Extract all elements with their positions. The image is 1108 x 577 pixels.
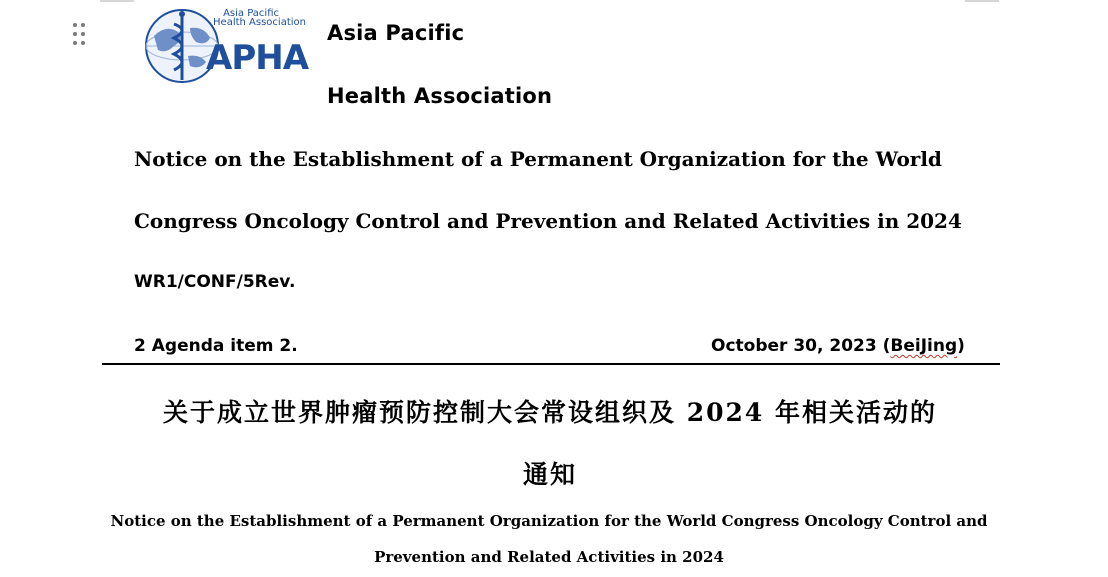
- org-name-line2: Health Association: [327, 84, 553, 108]
- page-corner-mark-right: [965, 0, 999, 2]
- document-reference: WR1/CONF/5Rev.: [134, 272, 296, 292]
- header-divider: [102, 363, 1000, 365]
- subtitle-en-line1: Notice on the Establishment of a Permanent Organization for the World Congress Oncology Control and: [110, 512, 988, 530]
- logo-tagline-line1: Asia Pacific: [223, 8, 279, 19]
- org-name-line1: Asia Pacific: [327, 21, 465, 45]
- title-en-line2: Congress Oncology Control and Prevention and Related Activities in 2024: [134, 209, 962, 233]
- title-zh-line1: 关于成立世界肿瘤预防控制大会常设组织及 2024 年相关活动的: [163, 398, 937, 427]
- date-place: BeiJing: [890, 336, 958, 356]
- logo-tagline-line2: Health Association: [213, 17, 306, 28]
- document-date: [711, 336, 965, 356]
- title-en-line1: Notice on the Establishment of a Permanent Organization for the World: [134, 147, 942, 171]
- logo-acronym: APHA: [206, 38, 309, 78]
- title-zh-line2: 通知: [522, 460, 577, 489]
- agenda-item: 2 Agenda item 2.: [134, 336, 298, 356]
- page-corner-mark-left: [100, 0, 134, 2]
- date-prefix: October 30, 2023 (: [711, 336, 891, 356]
- subtitle-en-line2: Prevention and Related Activities in 2024: [374, 548, 724, 566]
- apha-logo: [144, 6, 309, 86]
- date-suffix: ): [957, 336, 965, 356]
- drag-handle-icon[interactable]: [73, 23, 87, 45]
